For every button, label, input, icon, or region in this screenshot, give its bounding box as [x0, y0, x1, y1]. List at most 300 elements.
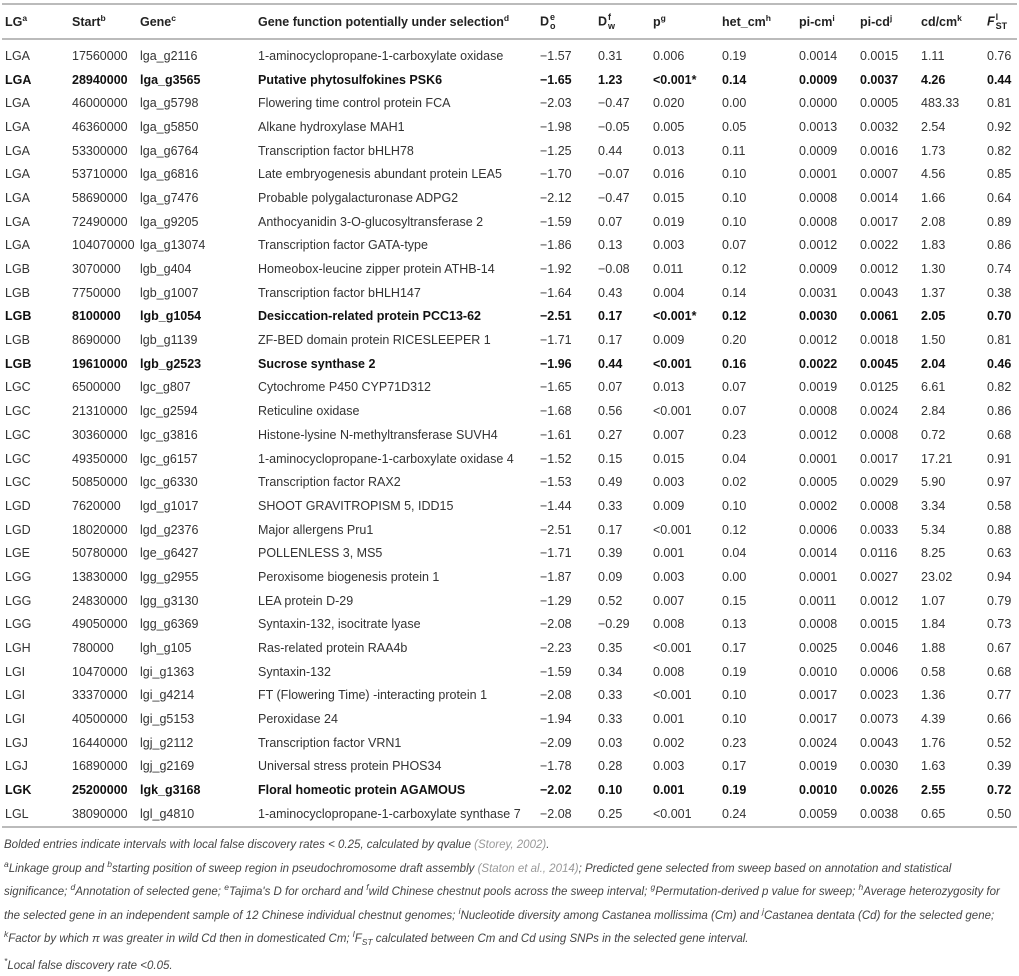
table-row — [2, 234, 1017, 258]
table-cell: 0.12 — [722, 309, 747, 324]
table-cell: 6.61 — [921, 380, 946, 395]
table-cell: 0.67 — [987, 641, 1012, 656]
table-cell: 0.85 — [987, 167, 1012, 182]
table-row — [2, 565, 1017, 589]
table-cell: 0.0012 — [860, 593, 899, 608]
column-header-label: Gene function potentially under selection — [258, 15, 504, 30]
table-cell: LGC — [5, 404, 31, 419]
table-cell: 0.92 — [987, 119, 1012, 134]
table-cell: LGA — [5, 167, 31, 182]
table-cell: 0.0011 — [799, 593, 837, 608]
table-cell: 1.07 — [921, 593, 946, 608]
table-cell: 0.0061 — [860, 309, 899, 324]
table-cell: 0.03 — [598, 735, 623, 750]
table-cell: 0.0031 — [799, 285, 838, 300]
citation-link[interactable]: (Staton et al., 2014) — [477, 862, 579, 875]
table-cell: 4.26 — [921, 72, 946, 87]
table-cell: 25200000 — [72, 783, 128, 798]
table-cell: Late embryogenesis abundant protein LEA5 — [258, 167, 502, 182]
table-cell: LGA — [5, 190, 31, 205]
table-cell: −1.96 — [540, 356, 572, 371]
column-header-label: F — [987, 13, 995, 28]
table-cell: 0.64 — [987, 190, 1012, 205]
header-superscript: g — [660, 13, 666, 24]
table-cell: 0.07 — [722, 380, 747, 395]
table-cell: 0.97 — [987, 475, 1012, 490]
table-cell: lgd_g1017 — [140, 498, 199, 513]
table-cell: 0.0008 — [860, 427, 899, 442]
citation-link[interactable]: (Storey, 2002) — [474, 839, 547, 851]
table-cell: LGB — [5, 333, 31, 348]
table-cell: 0.79 — [987, 593, 1012, 608]
header-subscript: w — [608, 20, 616, 31]
table-cell: 0.07 — [722, 238, 747, 253]
table-cell: 1.73 — [921, 143, 946, 158]
column-header-label: LG — [5, 15, 23, 30]
table-cell: 0.0043 — [860, 285, 899, 300]
table-cell: lgc_g2594 — [140, 404, 198, 419]
table-cell: 23.02 — [921, 569, 953, 584]
table-cell: 0.004 — [653, 285, 685, 300]
table-cell: 2.55 — [921, 783, 946, 798]
table-cell: Peroxisome biogenesis protein 1 — [258, 569, 440, 584]
table-cell: 1-aminocyclopropane-1-carboxylate oxidase — [258, 48, 504, 63]
table-cell: 0.0012 — [799, 333, 838, 348]
table-cell: lgi_g5153 — [140, 712, 195, 727]
table-cell: lgc_g6330 — [140, 475, 198, 490]
table-cell: 0.0073 — [860, 712, 899, 727]
table-row — [2, 802, 1017, 827]
table-cell: 0.82 — [987, 380, 1012, 395]
table-cell: LEA protein D-29 — [258, 593, 354, 608]
table-cell: 0.09 — [598, 569, 623, 584]
table-cell: 1.63 — [921, 759, 946, 774]
table-cell: 1.36 — [921, 688, 946, 703]
table-row — [2, 423, 1017, 447]
table-cell: Reticuline oxidase — [258, 404, 360, 419]
table-cell: lga_g6764 — [140, 143, 199, 158]
table-cell: 0.02 — [722, 475, 747, 490]
table-cell: −0.08 — [598, 262, 630, 277]
table-cell: 0.003 — [653, 475, 685, 490]
column-header — [595, 4, 650, 39]
table-cell: 0.82 — [987, 143, 1012, 158]
table-cell: LGC — [5, 475, 31, 490]
table-cell: 0.43 — [598, 285, 623, 300]
column-header — [719, 4, 796, 39]
table-cell: 0.0015 — [860, 48, 899, 63]
table-cell: 0.0009 — [799, 72, 838, 87]
table-cell: Anthocyanidin 3-O-glucosyltransferase 2 — [258, 214, 484, 229]
table-cell: 2.05 — [921, 309, 946, 324]
table-cell: 0.33 — [598, 498, 623, 513]
table-cell: −2.23 — [540, 641, 572, 656]
table-row — [2, 376, 1017, 400]
table-cell: 0.46 — [987, 356, 1012, 371]
table-cell: 0.14 — [722, 285, 747, 300]
table-cell: 0.07 — [598, 380, 623, 395]
table-cell: <0.001 — [653, 688, 692, 703]
table-cell: 16440000 — [72, 735, 128, 750]
table-cell: −1.57 — [540, 48, 572, 63]
table-cell: 4.39 — [921, 712, 946, 727]
table-cell: 0.11 — [722, 143, 746, 158]
table-cell: −0.29 — [598, 617, 630, 632]
table-cell: 0.0016 — [860, 143, 899, 158]
table-cell: 0.12 — [722, 262, 747, 277]
table-cell: −1.59 — [540, 214, 572, 229]
table-cell: LGI — [5, 712, 26, 727]
table-cell: −2.08 — [540, 688, 572, 703]
table-cell: 0.39 — [598, 546, 623, 561]
table-cell: 0.0029 — [860, 475, 899, 490]
table-cell: 0.05 — [722, 119, 747, 134]
table-cell: 0.13 — [598, 238, 623, 253]
table-cell: −1.59 — [540, 664, 572, 679]
table-cell: 0.008 — [653, 617, 685, 632]
table-cell: lgi_g1363 — [140, 664, 195, 679]
table-cell: 0.0006 — [799, 522, 838, 537]
table-cell: 0.0008 — [860, 498, 899, 513]
table-cell: LGA — [5, 72, 32, 87]
table-cell: 0.0043 — [860, 735, 899, 750]
table-cell: −0.07 — [598, 167, 630, 182]
table-cell: 0.0009 — [799, 262, 838, 277]
table-cell: 49050000 — [72, 617, 128, 632]
table-cell: 0.86 — [987, 238, 1012, 253]
table-cell: 0.17 — [598, 309, 623, 324]
table-cell: −1.71 — [540, 546, 572, 561]
table-cell: Probable polygalacturonase ADPG2 — [258, 190, 459, 205]
table-cell: 0.50 — [987, 806, 1012, 821]
table-cell: 0.0001 — [799, 569, 838, 584]
table-cell: 0.52 — [987, 735, 1012, 750]
header-superscript: l — [995, 11, 999, 22]
table-cell: 0.0026 — [860, 783, 899, 798]
table-cell: 0.013 — [653, 380, 685, 395]
table-page — [0, 3, 1019, 972]
table-cell: LGI — [5, 664, 26, 679]
column-header-label: D — [598, 13, 608, 28]
table-cell: 0.19 — [722, 664, 747, 679]
column-header — [918, 4, 984, 39]
table-cell: LGC — [5, 451, 31, 466]
table-cell: 0.86 — [987, 404, 1012, 419]
table-cell: 0.38 — [987, 285, 1012, 300]
table-cell: Major allergens Pru1 — [258, 522, 374, 537]
table-cell: 0.0015 — [860, 617, 899, 632]
table-cell: 0.001 — [653, 712, 685, 727]
table-cell: 1.66 — [921, 190, 946, 205]
table-cell: 0.28 — [598, 759, 623, 774]
table-cell: 0.003 — [653, 569, 685, 584]
table-cell: Cytochrome P450 CYP71D312 — [258, 380, 432, 395]
table-cell: −2.02 — [540, 783, 572, 798]
table-cell: 0.52 — [598, 593, 623, 608]
table-cell: −1.70 — [540, 167, 572, 182]
table-cell: 0.58 — [987, 498, 1012, 513]
column-header-label: het_cm — [722, 15, 766, 30]
table-cell: 0.001 — [653, 783, 685, 798]
table-row — [2, 39, 1017, 68]
table-cell: LGH — [5, 641, 31, 656]
table-cell: LGB — [5, 309, 32, 324]
table-cell: 0.0005 — [799, 475, 838, 490]
table-cell: ZF-BED domain protein RICESLEEPER 1 — [258, 333, 491, 348]
table-row — [2, 257, 1017, 281]
table-cell: 0.0010 — [799, 664, 838, 679]
table-cell: 0.91 — [987, 451, 1012, 466]
table-cell: LGB — [5, 356, 32, 371]
header-superscript: c — [171, 13, 176, 24]
table-cell: 0.31 — [598, 48, 623, 63]
table-cell: 0.04 — [722, 451, 747, 466]
table-cell: Transcription factor GATA-type — [258, 238, 428, 253]
table-cell: 50780000 — [72, 546, 128, 561]
table-cell: 0.0008 — [799, 617, 838, 632]
table-cell: −0.05 — [598, 119, 630, 134]
table-cell: 2.04 — [921, 356, 946, 371]
table-row — [2, 589, 1017, 613]
table-cell: LGD — [5, 498, 31, 513]
table-cell: lgj_g2169 — [140, 759, 195, 774]
table-cell: Putative phytosulfokines PSK6 — [258, 72, 443, 87]
table-cell: 7620000 — [72, 498, 121, 513]
table-cell: 0.88 — [987, 522, 1012, 537]
table-cell: 10470000 — [72, 664, 128, 679]
header-superscript: j — [889, 13, 893, 24]
table-cell: lgh_g105 — [140, 641, 192, 656]
header-superscript: a — [22, 13, 28, 24]
table-cell: −1.78 — [540, 759, 572, 774]
table-cell: −1.64 — [540, 285, 572, 300]
table-cell: LGE — [5, 546, 31, 561]
table-cell: 28940000 — [72, 72, 128, 87]
table-cell: 0.81 — [987, 333, 1012, 348]
table-cell: LGC — [5, 427, 31, 442]
table-row — [2, 447, 1017, 471]
table-cell: 0.0125 — [860, 380, 899, 395]
table-cell: lga_g5798 — [140, 96, 199, 111]
table-cell: 0.0006 — [860, 664, 899, 679]
table-cell: 0.58 — [921, 664, 946, 679]
table-cell: 0.0007 — [860, 167, 899, 182]
table-cell: 0.74 — [987, 262, 1012, 277]
table-cell: 0.17 — [598, 333, 623, 348]
column-header-label: pi-cm — [799, 15, 833, 30]
table-cell: 0.0022 — [799, 356, 838, 371]
header-superscript: k — [957, 13, 962, 24]
sweep-genes-table — [2, 3, 1017, 828]
header-superscript: e — [550, 11, 556, 22]
table-cell: −1.29 — [540, 593, 572, 608]
table-cell: 0.0019 — [799, 380, 838, 395]
table-cell: FT (Flowering Time) -interacting protein 1 — [258, 688, 488, 703]
table-cell: 2.54 — [921, 119, 946, 134]
table-cell: 0.0000 — [799, 96, 838, 111]
table-cell: 0.77 — [987, 688, 1012, 703]
table-cell: 0.016 — [653, 167, 685, 182]
table-cell: −1.87 — [540, 569, 572, 584]
table-cell: lgg_g3130 — [140, 593, 199, 608]
table-cell: lgk_g3168 — [140, 783, 201, 798]
table-cell: 0.0001 — [799, 167, 838, 182]
column-header — [984, 4, 1017, 39]
footnote-star: *Local false discovery rate <0.05. — [4, 956, 173, 972]
table-cell: 5.34 — [921, 522, 946, 537]
table-cell: Syntaxin-132 — [258, 664, 331, 679]
table-cell: LGJ — [5, 735, 28, 750]
table-cell: 0.011 — [653, 262, 684, 277]
table-cell: −2.03 — [540, 96, 572, 111]
table-cell: 0.49 — [598, 475, 623, 490]
table-cell: 0.020 — [653, 96, 685, 111]
table-cell: LGB — [5, 285, 31, 300]
table-cell: 0.10 — [722, 498, 747, 513]
table-cell: 0.0046 — [860, 641, 899, 656]
table-cell: LGA — [5, 238, 31, 253]
footnote-definitions: $^a$Linkage group and $^b$starting position of sweep region in pseudochromosome draft assembly (Staton et al., 2014); Predicted gene selected from sweep based on annotation and statistical significance; $^d$Annotation of selected gene; $^e$Tajima's D for orchard and $^f$wild Chinese chestnut pools across the sweep interval; $^g$Permutation-derived p value for sweep; $^h$Average heterozygosity for the selected gene in an independent sample of 12 Chinese individual chestnut genomes; $^i$Nucleotide diversity among Castanea mollissima (Cm) and $^j$Castanea dentata (Cd) for the selected gene; $^k$Factor by which π was greater in wild Cd then in domesticated Cm; $^lF_{ST}$ calculated between Cm and Cd using SNPs in the selected gene interval. — [4, 858, 1000, 948]
table-cell: lga_g3565 — [140, 72, 201, 87]
table-cell: 0.15 — [722, 593, 747, 608]
column-header — [69, 4, 137, 39]
table-cell: 0.10 — [722, 190, 747, 205]
table-cell: 0.65 — [921, 806, 946, 821]
table-cell: <0.001* — [653, 309, 697, 324]
column-header — [137, 4, 255, 39]
table-cell: 0.0030 — [799, 309, 838, 324]
table-cell: 104070000 — [72, 238, 135, 253]
table-cell: 0.56 — [598, 404, 623, 419]
table-cell: LGG — [5, 617, 32, 632]
header-row — [2, 4, 1017, 39]
table-cell: 0.0027 — [860, 569, 899, 584]
table-cell: 0.0005 — [860, 96, 899, 111]
table-row — [2, 707, 1017, 731]
table-cell: −0.47 — [598, 96, 630, 111]
table-cell: 0.0017 — [860, 451, 899, 466]
table-cell: −1.25 — [540, 143, 572, 158]
table-row — [2, 731, 1017, 755]
header-superscript: h — [765, 13, 771, 24]
table-cell: lga_g6816 — [140, 167, 199, 182]
table-cell: 0.019 — [653, 214, 685, 229]
table-cell: 0.17 — [598, 522, 623, 537]
table-cell: 0.17 — [722, 641, 747, 656]
table-cell: 0.007 — [653, 593, 685, 608]
column-header — [796, 4, 857, 39]
table-cell: lge_g6427 — [140, 546, 199, 561]
column-header-label: Start — [72, 15, 101, 30]
table-cell: 0.0002 — [799, 498, 838, 513]
table-cell: 2.84 — [921, 404, 946, 419]
table-cell: 0.0014 — [799, 48, 838, 63]
table-cell: 0.15 — [598, 451, 623, 466]
table-cell: lgb_g404 — [140, 262, 192, 277]
table-cell: 46000000 — [72, 96, 128, 111]
table-row — [2, 636, 1017, 660]
table-cell: 16890000 — [72, 759, 128, 774]
table-cell: 0.68 — [987, 427, 1012, 442]
table-cell: LGL — [5, 806, 29, 821]
table-row — [2, 210, 1017, 234]
table-cell: 17.21 — [921, 451, 953, 466]
table-cell: 483.33 — [921, 96, 960, 111]
table-cell: 0.19 — [722, 48, 747, 63]
table-cell: 0.0014 — [799, 546, 838, 561]
table-cell: 0.10 — [722, 167, 747, 182]
table-cell: Flowering time control protein FCA — [258, 96, 451, 111]
table-cell: 0.0001 — [799, 451, 838, 466]
table-cell: 0.0008 — [799, 214, 838, 229]
table-cell: Desiccation-related protein PCC13-62 — [258, 309, 481, 324]
table-cell: 3070000 — [72, 262, 121, 277]
table-cell: 53300000 — [72, 143, 128, 158]
table-cell: lgg_g2955 — [140, 569, 199, 584]
table-cell: 49350000 — [72, 451, 128, 466]
table-cell: 1-aminocyclopropane-1-carboxylate synthase 7 — [258, 806, 521, 821]
table-row — [2, 162, 1017, 186]
table-cell: 0.005 — [653, 119, 685, 134]
table-cell: 0.0008 — [799, 190, 838, 205]
table-row — [2, 684, 1017, 708]
table-row — [2, 541, 1017, 565]
table-cell: −2.08 — [540, 806, 572, 821]
table-cell: Peroxidase 24 — [258, 712, 338, 727]
table-cell: 0.23 — [722, 735, 747, 750]
table-cell: POLLENLESS 3, MS5 — [258, 546, 383, 561]
table-cell: 0.33 — [598, 712, 623, 727]
table-cell: LGI — [5, 688, 26, 703]
table-cell: Sucrose synthase 2 — [258, 356, 376, 371]
column-header-label: p — [653, 15, 661, 30]
table-row — [2, 91, 1017, 115]
table-cell: 0.12 — [722, 522, 747, 537]
table-cell: 0.0008 — [799, 404, 838, 419]
table-cell: 0.0024 — [799, 735, 838, 750]
table-cell: 0.0025 — [799, 641, 838, 656]
table-row — [2, 186, 1017, 210]
table-row — [2, 281, 1017, 305]
table-cell: LGA — [5, 143, 31, 158]
header-subscript: ST — [995, 20, 1008, 31]
table-row — [2, 755, 1017, 779]
column-header — [857, 4, 918, 39]
table-cell: lgc_g6157 — [140, 451, 198, 466]
table-cell: 0.10 — [722, 712, 747, 727]
table-cell: Histone-lysine N-methyltransferase SUVH4 — [258, 427, 498, 442]
table-cell: lga_g7476 — [140, 190, 199, 205]
table-cell: −1.61 — [540, 427, 572, 442]
table-row — [2, 305, 1017, 329]
table-cell: −2.51 — [540, 309, 572, 324]
table-cell: 6500000 — [72, 380, 121, 395]
table-row — [2, 778, 1017, 802]
table-cell: 21310000 — [72, 404, 128, 419]
table-cell: −0.47 — [598, 190, 630, 205]
table-cell: 46360000 — [72, 119, 128, 134]
table-footnotes — [4, 836, 1016, 976]
table-cell: 0.24 — [722, 806, 747, 821]
table-cell: −1.92 — [540, 262, 572, 277]
table-cell: −1.86 — [540, 238, 572, 253]
table-cell: 0.0030 — [860, 759, 899, 774]
table-cell: SHOOT GRAVITROPISM 5, IDD15 — [258, 498, 454, 513]
footnote-bold: Bolded entries indicate intervals with local false discovery rates < 0.25, calculated by qvalue (Storey, 2002). — [4, 839, 550, 851]
header-superscript: b — [100, 13, 106, 24]
table-cell: LGA — [5, 96, 31, 111]
table-cell: 0.39 — [987, 759, 1012, 774]
